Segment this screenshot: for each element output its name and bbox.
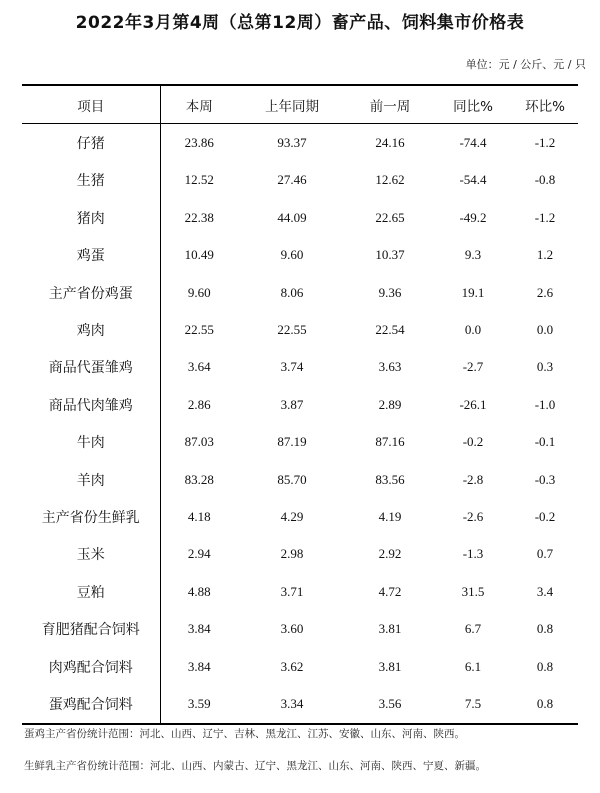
cell-wow: 1.2 (536, 247, 554, 263)
cell-prev-week: 83.56 (375, 471, 405, 487)
cell-this-week: 9.60 (187, 284, 211, 300)
header-wow: 环比% (525, 98, 565, 115)
cell-last-year: 3.74 (280, 359, 304, 375)
cell-prev-week: 2.89 (378, 396, 402, 412)
cell-last-year: 44.09 (277, 209, 307, 225)
cell-wow: -1.2 (534, 135, 556, 151)
cell-this-week: 2.94 (187, 546, 211, 562)
row-item-name: 玉米 (22, 536, 160, 573)
cell-this-week: 10.49 (184, 247, 214, 263)
cell-prev-week: 3.63 (378, 359, 402, 375)
cell-wow: 0.8 (536, 695, 554, 711)
cell-yoy: -26.1 (459, 396, 487, 412)
table-row (22, 274, 578, 311)
cell-this-week: 4.18 (187, 508, 211, 524)
row-item-name: 主产省份生鲜乳 (22, 498, 160, 535)
cell-wow: -1.2 (534, 209, 556, 225)
cell-prev-week: 4.72 (378, 583, 402, 599)
table-row (22, 124, 578, 162)
cell-wow: -1.0 (534, 396, 556, 412)
row-item-name: 鸡肉 (22, 311, 160, 348)
row-item-name: 羊肉 (22, 461, 160, 498)
table-row (22, 648, 578, 685)
cell-yoy: 6.7 (464, 621, 482, 637)
row-item-name: 主产省份鸡蛋 (22, 274, 160, 311)
table-row (22, 498, 578, 535)
row-item-name: 肉鸡配合饲料 (22, 648, 160, 685)
footnote-milk-provinces: 生鲜乳主产省份统计范围：河北、山西、内蒙古、辽宁、黑龙江、山东、河南、陕西、宁夏、新疆。 (24, 760, 486, 772)
cell-yoy: -2.7 (462, 359, 484, 375)
cell-last-year: 85.70 (277, 471, 307, 487)
cell-yoy: -0.2 (462, 434, 484, 450)
cell-last-year: 4.29 (280, 508, 304, 524)
cell-this-week: 22.38 (184, 209, 214, 225)
cell-wow: -0.3 (534, 471, 556, 487)
cell-prev-week: 9.36 (378, 284, 402, 300)
cell-yoy: -2.6 (462, 508, 484, 524)
cell-last-year: 3.34 (280, 695, 304, 711)
cell-yoy: 9.3 (464, 247, 482, 263)
cell-prev-week: 87.16 (375, 434, 405, 450)
cell-prev-week: 3.56 (378, 695, 402, 711)
cell-wow: 3.4 (536, 583, 554, 599)
cell-last-year: 3.71 (280, 583, 304, 599)
cell-yoy: 0.0 (464, 322, 482, 338)
cell-prev-week: 3.81 (378, 658, 402, 674)
header-item: 项目 (22, 85, 160, 124)
row-item-name: 生猪 (22, 162, 160, 199)
cell-prev-week: 4.19 (378, 508, 402, 524)
cell-yoy: -2.8 (462, 471, 484, 487)
table-row (22, 237, 578, 274)
cell-this-week: 3.59 (187, 695, 211, 711)
cell-wow: 0.8 (536, 621, 554, 637)
cell-wow: 0.8 (536, 658, 554, 674)
cell-this-week: 22.55 (184, 322, 214, 338)
table-row (22, 386, 578, 423)
cell-this-week: 4.88 (187, 583, 211, 599)
cell-prev-week: 22.54 (375, 322, 405, 338)
row-item-name: 鸡蛋 (22, 237, 160, 274)
cell-prev-week: 2.92 (378, 546, 402, 562)
table-row (22, 311, 578, 348)
cell-this-week: 3.84 (187, 658, 211, 674)
table-row (22, 461, 578, 498)
row-item-name: 商品代肉雏鸡 (22, 386, 160, 423)
cell-last-year: 27.46 (277, 172, 307, 188)
cell-last-year: 87.19 (277, 434, 307, 450)
cell-last-year: 22.55 (277, 322, 307, 338)
cell-last-year: 93.37 (277, 135, 307, 151)
table-row (22, 610, 578, 647)
cell-prev-week: 22.65 (375, 209, 405, 225)
cell-last-year: 9.60 (280, 247, 304, 263)
cell-yoy: -54.4 (459, 172, 487, 188)
cell-last-year: 3.60 (280, 621, 304, 637)
cell-this-week: 3.84 (187, 621, 211, 637)
cell-this-week: 87.03 (184, 434, 214, 450)
cell-this-week: 2.86 (187, 396, 211, 412)
cell-last-year: 3.62 (280, 658, 304, 674)
cell-yoy: -74.4 (459, 135, 487, 151)
table-row (22, 162, 578, 199)
table-row (22, 199, 578, 236)
header-prev-week: 前一周 (369, 98, 411, 115)
cell-this-week: 3.64 (187, 359, 211, 375)
cell-this-week: 23.86 (184, 135, 214, 151)
cell-prev-week: 12.62 (375, 172, 405, 188)
cell-prev-week: 3.81 (378, 621, 402, 637)
row-item-name: 豆粕 (22, 573, 160, 610)
cell-last-year: 3.87 (280, 396, 304, 412)
price-table (22, 84, 578, 725)
row-item-name: 育肥猪配合饲料 (22, 610, 160, 647)
table-header-row (22, 85, 578, 124)
table-row (22, 573, 578, 610)
cell-prev-week: 24.16 (375, 135, 405, 151)
cell-wow: 2.6 (536, 284, 554, 300)
cell-wow: 0.0 (536, 322, 554, 338)
cell-yoy: -49.2 (459, 209, 487, 225)
cell-wow: 0.3 (536, 359, 554, 375)
cell-wow: -0.8 (534, 172, 556, 188)
cell-prev-week: 10.37 (375, 247, 405, 263)
cell-yoy: 7.5 (464, 695, 482, 711)
cell-this-week: 83.28 (184, 471, 214, 487)
table-row (22, 424, 578, 461)
footnote-egg-provinces: 蛋鸡主产省份统计范围：河北、山西、辽宁、吉林、黑龙江、江苏、安徽、山东、河南、陕西。 (24, 728, 465, 740)
header-this-week: 本周 (185, 98, 213, 115)
cell-yoy: 6.1 (464, 658, 482, 674)
cell-this-week: 12.52 (184, 172, 214, 188)
cell-wow: -0.2 (534, 508, 556, 524)
cell-yoy: -1.3 (462, 546, 484, 562)
cell-wow: -0.1 (534, 434, 556, 450)
header-yoy: 同比% (453, 98, 493, 115)
row-item-name: 仔猪 (22, 124, 160, 162)
cell-last-year: 2.98 (280, 546, 304, 562)
table-row (22, 349, 578, 386)
row-item-name: 蛋鸡配合饲料 (22, 685, 160, 723)
page-title: 2022年3月第4周（总第12周）畜产品、饲料集市价格表 (75, 13, 525, 33)
cell-last-year: 8.06 (280, 284, 304, 300)
cell-yoy: 19.1 (461, 284, 485, 300)
table-row (22, 536, 578, 573)
row-item-name: 牛肉 (22, 424, 160, 461)
row-item-name: 商品代蛋雏鸡 (22, 349, 160, 386)
unit-note: 单位：元 / 公斤、元 / 只 (465, 58, 586, 71)
cell-wow: 0.7 (536, 546, 554, 562)
row-item-name: 猪肉 (22, 199, 160, 236)
table-row (22, 685, 578, 723)
cell-yoy: 31.5 (461, 583, 485, 599)
header-last-year: 上年同期 (265, 98, 319, 115)
